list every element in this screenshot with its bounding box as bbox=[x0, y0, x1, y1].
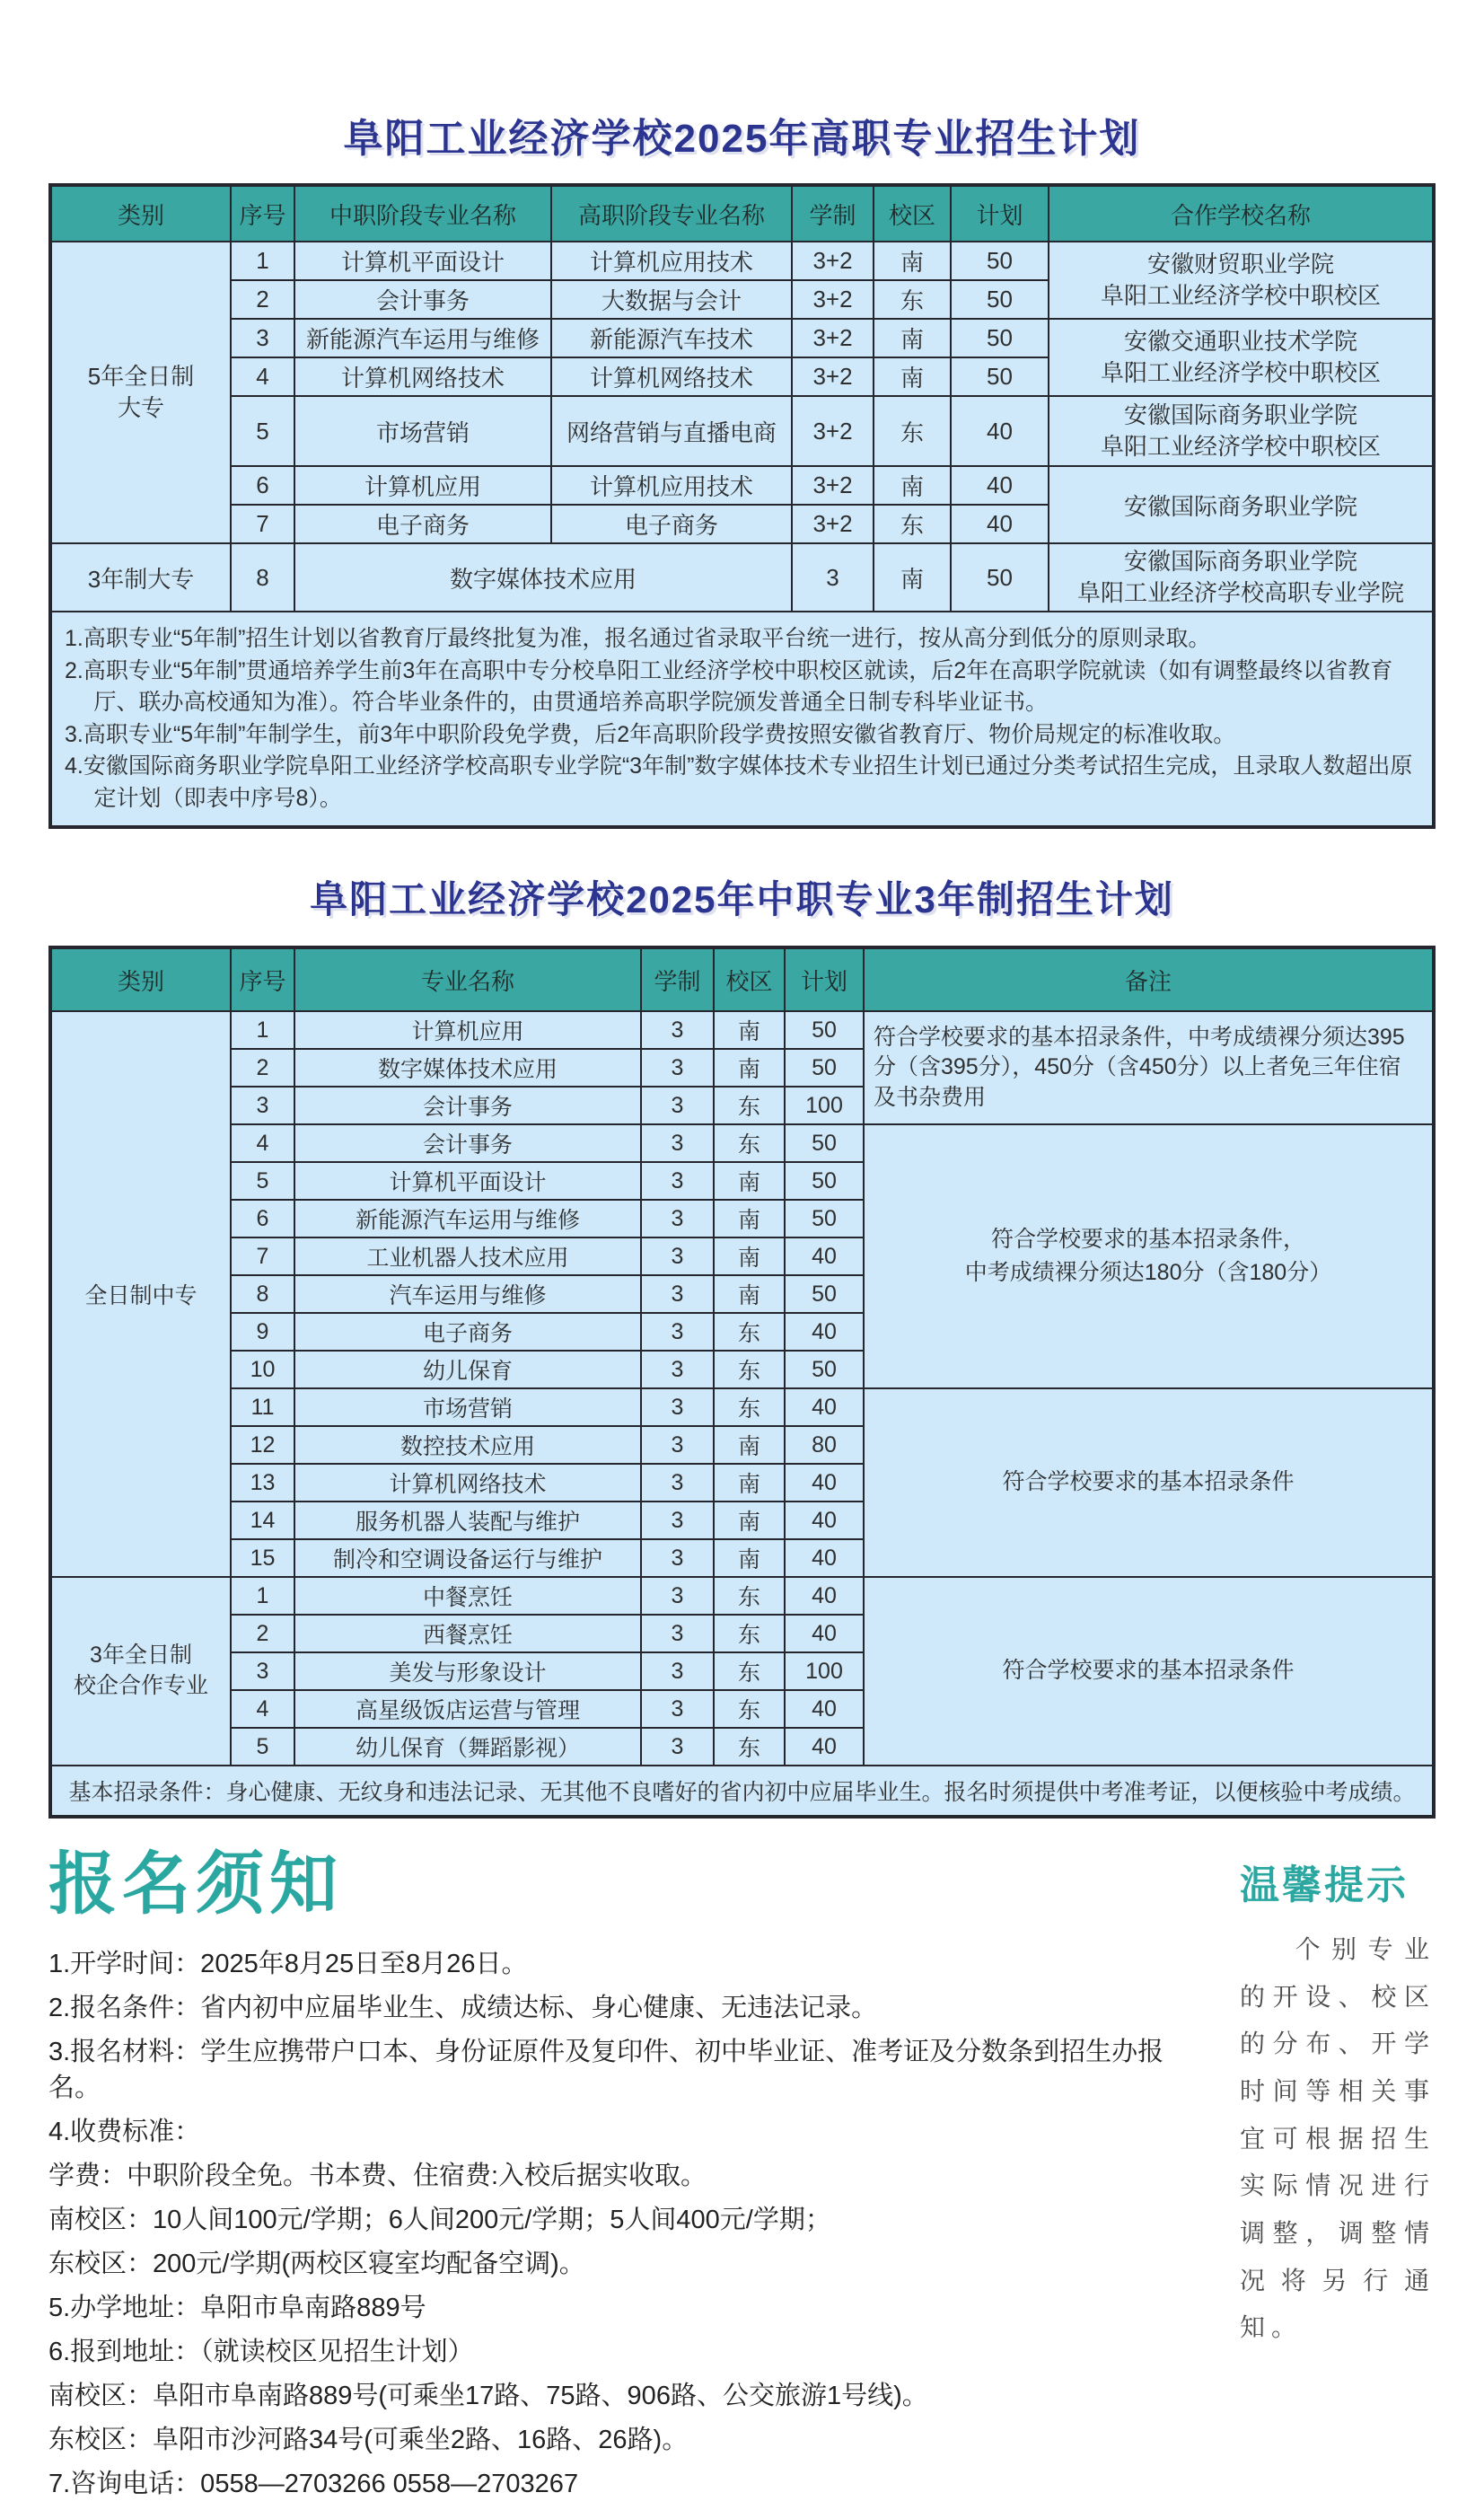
cell-plan: 50 bbox=[785, 1049, 864, 1087]
cell-plan: 50 bbox=[951, 543, 1049, 612]
col-header-high-major: 高职阶段专业名称 bbox=[551, 185, 792, 242]
cell-plan: 50 bbox=[785, 1275, 864, 1313]
cell-major: 数控技术应用 bbox=[294, 1426, 641, 1464]
cell-plan: 50 bbox=[951, 242, 1049, 280]
cell-major: 计算机网络技术 bbox=[294, 1464, 641, 1502]
partner-cell: 安徽交通职业技术学院 阜阳工业经济学校中职校区 bbox=[1049, 319, 1434, 396]
signup-notice bbox=[48, 1847, 1180, 2510]
cell-no: 2 bbox=[231, 1049, 294, 1087]
table-row bbox=[50, 1124, 1434, 1162]
cell-major: 计算机应用 bbox=[294, 1011, 641, 1049]
cell-major: 计算机平面设计 bbox=[294, 1162, 641, 1200]
category-cell: 3年制大专 bbox=[50, 543, 231, 612]
cell-high-major: 新能源汽车技术 bbox=[551, 319, 792, 357]
cell-plan: 50 bbox=[951, 357, 1049, 396]
cell-plan: 40 bbox=[785, 1539, 864, 1577]
note-line: 3.高职专业“5年制”年制学生，前3年中职阶段免学费，后2年高职阶段学费按照安徽省教育厅、物价局规定的标准收取。 bbox=[65, 721, 1236, 747]
partner-cell: 安徽财贸职业学院 阜阳工业经济学校中职校区 bbox=[1049, 242, 1434, 319]
cell-no: 2 bbox=[231, 280, 294, 319]
cell-no: 6 bbox=[231, 466, 294, 505]
cell-no: 5 bbox=[231, 1728, 294, 1766]
cell-high-major: 大数据与会计 bbox=[551, 280, 792, 319]
cell-campus: 东 bbox=[714, 1615, 785, 1652]
cell-campus: 南 bbox=[714, 1502, 785, 1539]
cell-major: 西餐烹饪 bbox=[294, 1615, 641, 1652]
cell-years: 3 bbox=[641, 1124, 714, 1162]
cell-major: 高星级饭店运营与管理 bbox=[294, 1690, 641, 1728]
signup-line: 学费：中职阶段全免。书本费、住宿费:入校后据实收取。 bbox=[48, 2161, 707, 2190]
cell-no: 1 bbox=[231, 1011, 294, 1049]
partner-cell: 安徽国际商务职业学院 bbox=[1049, 466, 1434, 543]
cell-campus: 东 bbox=[714, 1388, 785, 1426]
cell-major: 美发与形象设计 bbox=[294, 1652, 641, 1690]
table-row bbox=[50, 319, 1434, 357]
cell-major: 市场营销 bbox=[294, 1388, 641, 1426]
signup-line: 5.办学地址：阜阳市阜南路889号 bbox=[48, 2293, 426, 2322]
cell-campus: 南 bbox=[714, 1162, 785, 1200]
cell-plan: 50 bbox=[785, 1124, 864, 1162]
note-line: 4.安徽国际商务职业学院阜阳工业经济学校高职专业学院“3年制”数字媒体技术专业招生计划已通过分类考试招生完成，且录取人数超出原定计划（即表中序号8）。 bbox=[65, 753, 1413, 811]
cell-no: 4 bbox=[231, 1124, 294, 1162]
category-cell: 全日制中专 bbox=[50, 1011, 231, 1577]
cell-campus: 南 bbox=[714, 1049, 785, 1087]
col-header-campus: 校区 bbox=[874, 185, 951, 242]
cell-plan: 40 bbox=[785, 1313, 864, 1351]
cell-campus: 南 bbox=[714, 1200, 785, 1237]
table-row bbox=[50, 1577, 1434, 1615]
cell-major: 数字媒体技术应用 bbox=[294, 543, 792, 612]
cell-years: 3 bbox=[641, 1011, 714, 1049]
cell-mid-major: 计算机网络技术 bbox=[294, 357, 551, 396]
cell-years: 3 bbox=[641, 1652, 714, 1690]
cell-campus: 南 bbox=[714, 1464, 785, 1502]
cell-major: 新能源汽车运用与维修 bbox=[294, 1200, 641, 1237]
higher-vocational-plan-table bbox=[48, 183, 1436, 829]
table2-title: 阜阳工业经济学校2025年中职专业3年制招生计划 bbox=[310, 878, 1174, 921]
table-row bbox=[50, 396, 1434, 466]
col-header-mid-major: 中职阶段专业名称 bbox=[294, 185, 551, 242]
cell-years: 3 bbox=[641, 1502, 714, 1539]
cell-high-major: 计算机应用技术 bbox=[551, 466, 792, 505]
partner-cell: 安徽国际商务职业学院 阜阳工业经济学校高职专业学院 bbox=[1049, 543, 1434, 612]
cell-major: 幼儿保育 bbox=[294, 1351, 641, 1388]
cell-years: 3 bbox=[641, 1539, 714, 1577]
note-line: 1.高职专业“5年制”招生计划以省教育厅最终批复为准，报名通过省录取平台统一进行，按从高分到低分的原则录取。 bbox=[65, 626, 1211, 652]
cell-years: 3 bbox=[641, 1615, 714, 1652]
table-row bbox=[50, 242, 1434, 280]
tips-body: 个别专业的开设、校区的分布、开学时间等相关事宜可根据招生实际情况进行调整，调整情况将另行通知。 bbox=[1240, 1935, 1436, 2342]
col-header-category: 类别 bbox=[50, 947, 231, 1011]
cell-no: 12 bbox=[231, 1426, 294, 1464]
cell-years: 3 bbox=[641, 1351, 714, 1388]
signup-line: 6.报到地址：（就读校区见招生计划） bbox=[48, 2337, 474, 2366]
cell-campus: 东 bbox=[714, 1124, 785, 1162]
cell-major: 制冷和空调设备运行与维护 bbox=[294, 1539, 641, 1577]
cell-plan: 80 bbox=[785, 1426, 864, 1464]
signup-line: 7.咨询电话：0558—2703266 0558—2703267 bbox=[48, 2469, 579, 2498]
cell-plan: 40 bbox=[785, 1615, 864, 1652]
cell-campus: 南 bbox=[874, 357, 951, 396]
cell-mid-major: 计算机应用 bbox=[294, 466, 551, 505]
signup-line: 南校区：阜阳市阜南路889号(可乘坐17路、75路、906路、公交旅游1号线)。 bbox=[48, 2381, 928, 2410]
cell-plan: 40 bbox=[785, 1502, 864, 1539]
col-header-no: 序号 bbox=[231, 947, 294, 1011]
cell-campus: 南 bbox=[714, 1237, 785, 1275]
cell-high-major: 网络营销与直播电商 bbox=[551, 396, 792, 466]
cell-no: 11 bbox=[231, 1388, 294, 1426]
cell-no: 8 bbox=[231, 543, 294, 612]
cell-campus: 东 bbox=[714, 1087, 785, 1124]
cell-years: 3 bbox=[641, 1275, 714, 1313]
cell-campus: 南 bbox=[874, 543, 951, 612]
col-header-no: 序号 bbox=[231, 185, 294, 242]
cell-no: 9 bbox=[231, 1313, 294, 1351]
category-cell: 3年全日制 校企合作专业 bbox=[50, 1577, 231, 1766]
signup-line: 2.报名条件：省内初中应届毕业生、成绩达标、身心健康、无违法记录。 bbox=[48, 1993, 878, 2022]
note-line: 2.高职专业“5年制”贯通培养学生前3年在高职中专分校阜阳工业经济学校中职校区就读，后2年在高职学院就读（如有调整最终以省教育厅、联办高校通知为准）。符合毕业条件的，由贯通培养高职学院颁发普通全日制专科毕业证书。 bbox=[65, 657, 1393, 716]
cell-years: 3 bbox=[641, 1577, 714, 1615]
footnote-row bbox=[50, 1766, 1434, 1817]
col-header-partner: 合作学校名称 bbox=[1049, 185, 1434, 242]
signup-line: 3.报名材料：学生应携带户口本、身份证原件及复印件、初中毕业证、准考证及分数条到招生办报名。 bbox=[48, 2037, 1164, 2102]
cell-no: 10 bbox=[231, 1351, 294, 1388]
cell-plan: 50 bbox=[785, 1011, 864, 1049]
cell-major: 工业机器人技术应用 bbox=[294, 1237, 641, 1275]
cell-plan: 40 bbox=[785, 1690, 864, 1728]
cell-mid-major: 会计事务 bbox=[294, 280, 551, 319]
basic-conditions-note: 基本招录条件：身心健康、无纹身和违法记录、无其他不良嗜好的省内初中应届毕业生。报名时须提供中考准考证，以便核验中考成绩。 bbox=[50, 1766, 1434, 1817]
table-row bbox=[50, 1388, 1434, 1426]
remark-cell: 符合学校要求的基本招录条件 bbox=[864, 1577, 1434, 1766]
cell-no: 7 bbox=[231, 505, 294, 543]
cell-campus: 东 bbox=[874, 396, 951, 466]
cell-no: 4 bbox=[231, 357, 294, 396]
cell-campus: 东 bbox=[714, 1652, 785, 1690]
cell-plan: 40 bbox=[785, 1728, 864, 1766]
cell-high-major: 计算机网络技术 bbox=[551, 357, 792, 396]
cell-no: 2 bbox=[231, 1615, 294, 1652]
cell-years: 3+2 bbox=[792, 319, 874, 357]
table-header-row bbox=[50, 947, 1434, 1011]
cell-plan: 40 bbox=[951, 466, 1049, 505]
cell-mid-major: 市场营销 bbox=[294, 396, 551, 466]
signup-line: 东校区：阜阳市沙河路34号(可乘坐2路、16路、26路)。 bbox=[48, 2425, 689, 2454]
table-header-row bbox=[50, 185, 1434, 242]
col-header-campus: 校区 bbox=[714, 947, 785, 1011]
col-header-years: 学制 bbox=[792, 185, 874, 242]
signup-line: 东校区：200元/学期(两校区寝室均配备空调)。 bbox=[48, 2249, 585, 2278]
cell-no: 4 bbox=[231, 1690, 294, 1728]
col-header-major: 专业名称 bbox=[294, 947, 641, 1011]
cell-plan: 50 bbox=[785, 1162, 864, 1200]
cell-no: 8 bbox=[231, 1275, 294, 1313]
signup-line: 4.收费标准： bbox=[48, 2117, 201, 2146]
cell-years: 3 bbox=[641, 1426, 714, 1464]
col-header-remark: 备注 bbox=[864, 947, 1434, 1011]
tips-panel bbox=[1240, 1847, 1436, 2510]
cell-no: 14 bbox=[231, 1502, 294, 1539]
cell-no: 3 bbox=[231, 1087, 294, 1124]
col-header-plan: 计划 bbox=[951, 185, 1049, 242]
cell-plan: 100 bbox=[785, 1087, 864, 1124]
cell-years: 3 bbox=[641, 1313, 714, 1351]
cell-years: 3 bbox=[641, 1200, 714, 1237]
cell-campus: 南 bbox=[714, 1011, 785, 1049]
table1-notes bbox=[50, 612, 1434, 827]
cell-years: 3 bbox=[641, 1728, 714, 1766]
cell-campus: 南 bbox=[874, 242, 951, 280]
cell-no: 1 bbox=[231, 1577, 294, 1615]
cell-campus: 东 bbox=[714, 1577, 785, 1615]
bottom-section bbox=[48, 1847, 1436, 2510]
cell-campus: 东 bbox=[714, 1313, 785, 1351]
category-cell: 5年全日制 大专 bbox=[50, 242, 231, 543]
cell-campus: 南 bbox=[714, 1275, 785, 1313]
cell-plan: 40 bbox=[785, 1464, 864, 1502]
signup-line: 1.开学时间：2025年8月25日至8月26日。 bbox=[48, 1949, 528, 1978]
secondary-vocational-plan-table bbox=[48, 946, 1436, 1819]
cell-major: 会计事务 bbox=[294, 1124, 641, 1162]
cell-plan: 50 bbox=[785, 1351, 864, 1388]
cell-campus: 东 bbox=[874, 505, 951, 543]
cell-years: 3+2 bbox=[792, 466, 874, 505]
cell-high-major: 计算机应用技术 bbox=[551, 242, 792, 280]
cell-major: 幼儿保育（舞蹈影视） bbox=[294, 1728, 641, 1766]
cell-major: 会计事务 bbox=[294, 1087, 641, 1124]
cell-campus: 南 bbox=[874, 466, 951, 505]
cell-no: 7 bbox=[231, 1237, 294, 1275]
cell-years: 3+2 bbox=[792, 242, 874, 280]
cell-years: 3 bbox=[641, 1388, 714, 1426]
cell-campus: 南 bbox=[714, 1539, 785, 1577]
cell-plan: 40 bbox=[785, 1388, 864, 1426]
cell-years: 3 bbox=[641, 1690, 714, 1728]
cell-major: 数字媒体技术应用 bbox=[294, 1049, 641, 1087]
cell-plan: 40 bbox=[785, 1237, 864, 1275]
cell-campus: 东 bbox=[714, 1351, 785, 1388]
cell-years: 3 bbox=[641, 1237, 714, 1275]
notes-row bbox=[50, 612, 1434, 827]
col-header-years: 学制 bbox=[641, 947, 714, 1011]
cell-major: 电子商务 bbox=[294, 1313, 641, 1351]
cell-mid-major: 电子商务 bbox=[294, 505, 551, 543]
cell-plan: 40 bbox=[951, 396, 1049, 466]
cell-mid-major: 计算机平面设计 bbox=[294, 242, 551, 280]
remark-cell: 符合学校要求的基本招录条件，中考成绩裸分须达395分（含395分），450分（含450分）以上者免三年住宿及书杂费用 bbox=[864, 1011, 1434, 1124]
tips-heading: 温馨提示 bbox=[1240, 1863, 1409, 1908]
table-row bbox=[50, 466, 1434, 505]
cell-years: 3 bbox=[641, 1049, 714, 1087]
cell-major: 服务机器人装配与维护 bbox=[294, 1502, 641, 1539]
cell-no: 5 bbox=[231, 1162, 294, 1200]
col-header-category: 类别 bbox=[50, 185, 231, 242]
cell-no: 3 bbox=[231, 319, 294, 357]
cell-no: 5 bbox=[231, 396, 294, 466]
cell-no: 15 bbox=[231, 1539, 294, 1577]
cell-years: 3 bbox=[641, 1162, 714, 1200]
remark-cell: 符合学校要求的基本招录条件， 中考成绩裸分须达180分（含180分） bbox=[864, 1124, 1434, 1388]
signup-line: 南校区：10人间100元/学期；6人间200元/学期；5人间400元/学期； bbox=[48, 2205, 831, 2234]
cell-years: 3+2 bbox=[792, 280, 874, 319]
cell-no: 3 bbox=[231, 1652, 294, 1690]
cell-campus: 南 bbox=[874, 319, 951, 357]
cell-plan: 100 bbox=[785, 1652, 864, 1690]
cell-plan: 50 bbox=[951, 280, 1049, 319]
cell-plan: 40 bbox=[785, 1577, 864, 1615]
partner-cell: 安徽国际商务职业学院 阜阳工业经济学校中职校区 bbox=[1049, 396, 1434, 466]
cell-campus: 东 bbox=[874, 280, 951, 319]
cell-plan: 50 bbox=[951, 319, 1049, 357]
cell-plan: 50 bbox=[785, 1200, 864, 1237]
remark-cell: 符合学校要求的基本招录条件 bbox=[864, 1388, 1434, 1577]
cell-no: 6 bbox=[231, 1200, 294, 1237]
table1-title: 阜阳工业经济学校2025年高职专业招生计划 bbox=[343, 117, 1141, 161]
cell-campus: 东 bbox=[714, 1728, 785, 1766]
cell-high-major: 电子商务 bbox=[551, 505, 792, 543]
cell-mid-major: 新能源汽车运用与维修 bbox=[294, 319, 551, 357]
cell-years: 3 bbox=[641, 1087, 714, 1124]
cell-no: 1 bbox=[231, 242, 294, 280]
cell-years: 3+2 bbox=[792, 396, 874, 466]
cell-major: 汽车运用与维修 bbox=[294, 1275, 641, 1313]
cell-major: 中餐烹饪 bbox=[294, 1577, 641, 1615]
col-header-plan: 计划 bbox=[785, 947, 864, 1011]
cell-years: 3 bbox=[792, 543, 874, 612]
cell-no: 13 bbox=[231, 1464, 294, 1502]
signup-heading: 报名须知 bbox=[48, 1846, 343, 1924]
cell-campus: 东 bbox=[714, 1690, 785, 1728]
table-row bbox=[50, 1011, 1434, 1049]
table-row bbox=[50, 543, 1434, 612]
signup-lines bbox=[48, 1946, 1180, 2502]
cell-years: 3+2 bbox=[792, 505, 874, 543]
cell-campus: 南 bbox=[714, 1426, 785, 1464]
cell-years: 3+2 bbox=[792, 357, 874, 396]
cell-years: 3 bbox=[641, 1464, 714, 1502]
cell-plan: 40 bbox=[951, 505, 1049, 543]
